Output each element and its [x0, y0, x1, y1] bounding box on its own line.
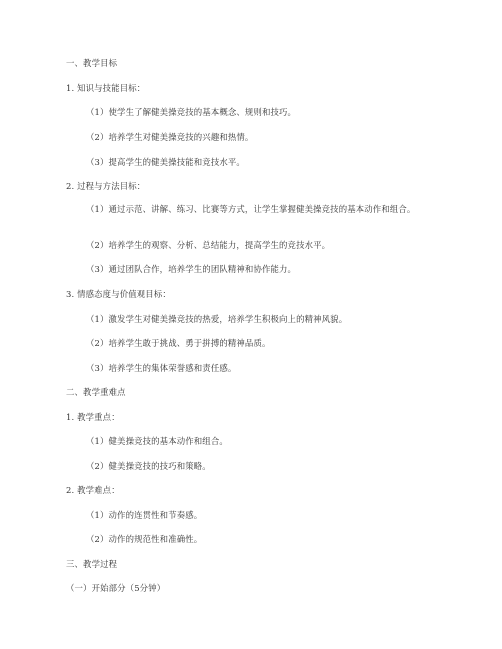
list-item: （2）培养学生敢于挑战、勇于拼搏的精神品质。: [86, 338, 271, 348]
list-item: （2）培养学生的观察、分析、总结能力，提高学生的竞技水平。: [86, 240, 331, 250]
list-item: （2）培养学生对健美操竞技的兴趣和热情。: [86, 132, 254, 142]
list-item: （1）健美操竞技的基本动作和组合。: [86, 436, 228, 446]
subheading-key-points: 1. 教学重点：: [66, 412, 120, 422]
section-heading-teaching-process: 三、教学过程: [66, 559, 118, 569]
subheading-difficult-points: 2. 教学难点：: [66, 485, 120, 495]
list-item: （2）健美操竞技的技巧和策略。: [86, 461, 211, 471]
subheading-attitude-values: 3. 情感态度与价值观目标：: [66, 289, 171, 299]
list-item: （3）培养学生的集体荣誉感和责任感。: [86, 363, 237, 373]
subheading-knowledge-skills: 1. 知识与技能目标：: [66, 83, 146, 93]
list-item: （1）激发学生对健美操竞技的热爱，培养学生积极向上的精神风貌。: [86, 314, 348, 324]
subheading-opening-part: （一）开始部分（5分钟）: [66, 583, 166, 593]
section-heading-key-difficult-points: 二、教学重难点: [66, 387, 126, 397]
list-item: （3）通过团队合作，培养学生的团队精神和协作能力。: [86, 264, 297, 274]
list-item: （1）动作的连贯性和节奏感。: [86, 510, 203, 520]
section-heading-objectives: 一、教学目标: [66, 58, 118, 68]
list-item: （1）通过示范、讲解、练习、比赛等方式，让学生掌握健美操竞技的基本动作和组合。: [86, 204, 416, 214]
list-item: （2）动作的规范性和准确性。: [86, 534, 203, 544]
list-item: （1）使学生了解健美操竞技的基本概念、规则和技巧。: [86, 107, 297, 117]
list-item: （3）提高学生的健美操技能和竞技水平。: [86, 157, 245, 167]
subheading-process-methods: 2. 过程与方法目标：: [66, 181, 146, 191]
